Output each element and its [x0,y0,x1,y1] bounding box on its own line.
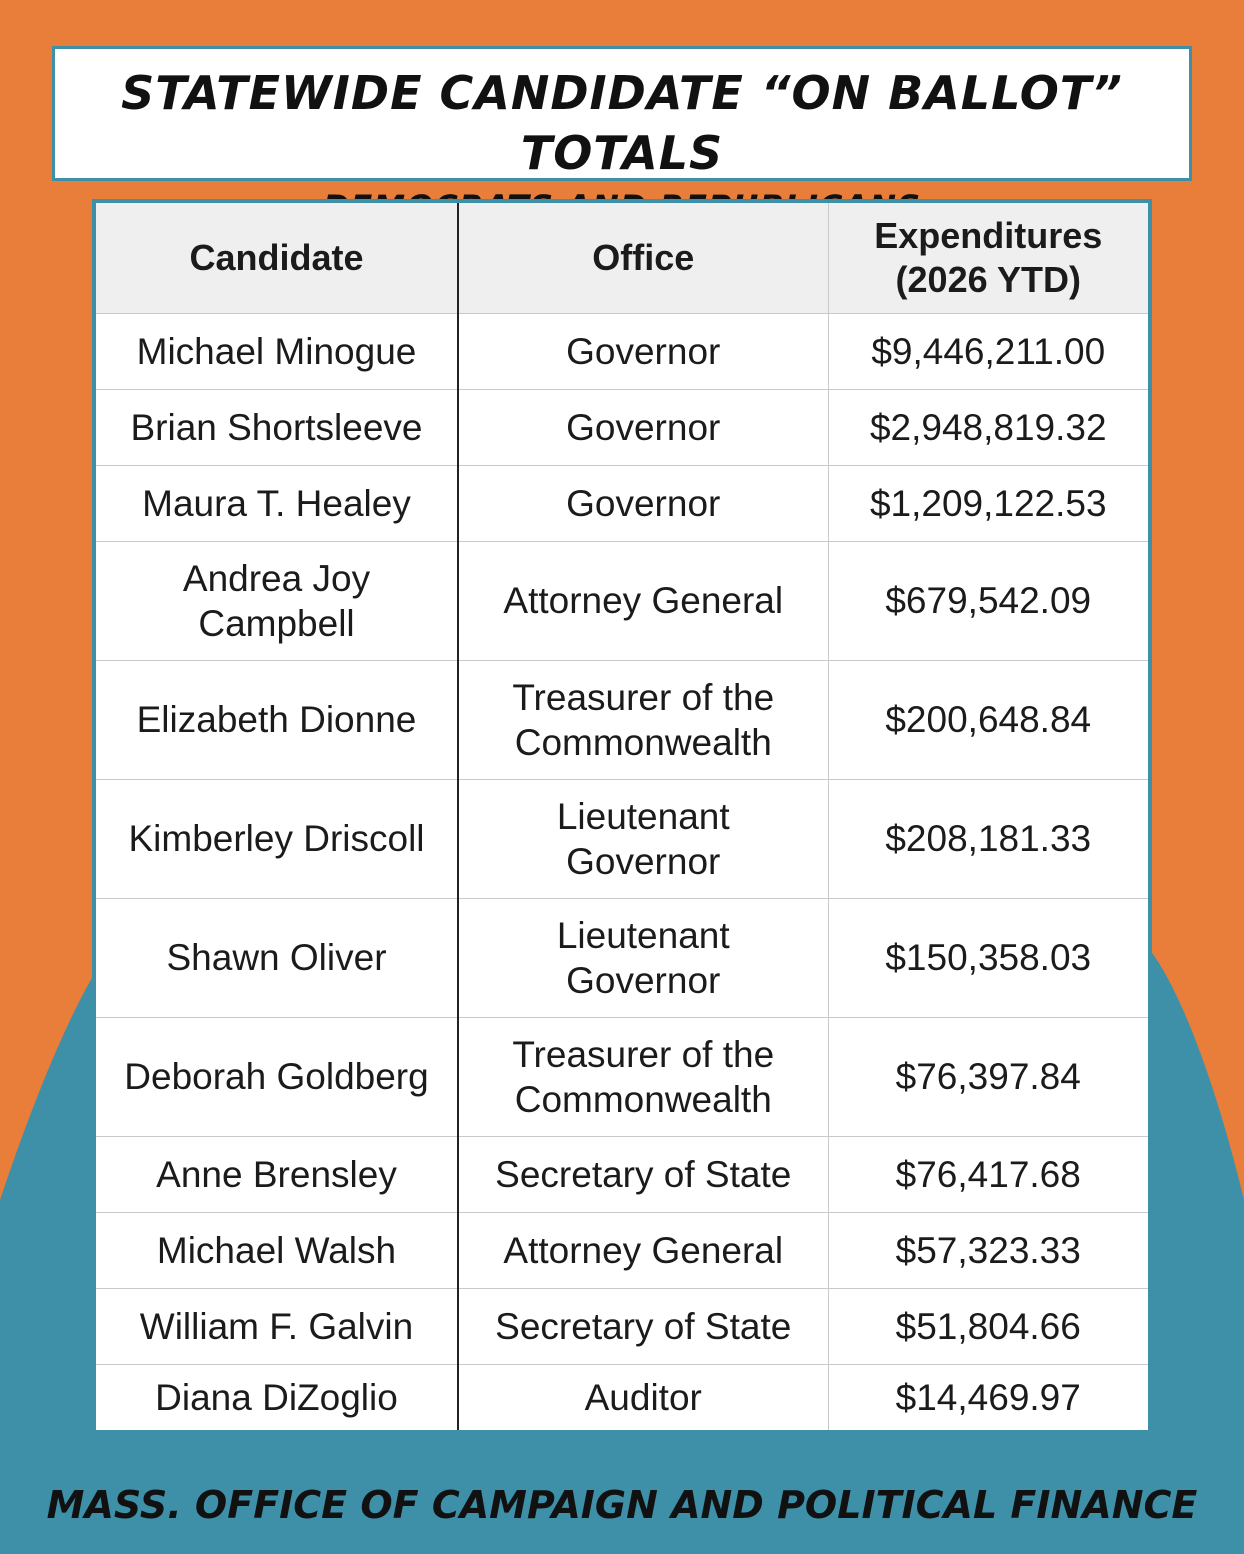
table-row [96,465,1148,541]
table-row [96,541,1148,660]
expenditures-cell: $208,181.33 [828,779,1148,898]
office-cell: Lieutenant Governor [458,779,828,898]
source-footer: MASS. OFFICE OF CAMPAIGN AND POLITICAL FINANCE [46,1483,1198,1527]
header-candidate: Candidate [96,203,458,313]
office-cell: Secretary of State [458,1136,828,1212]
candidate-cell: Michael Minogue [96,313,458,389]
header-expenditures-line1: Expenditures [874,214,1103,256]
office-cell: Attorney General [458,1212,828,1288]
expenditures-cell: $14,469.97 [895,1376,1081,1418]
candidate-cell: Maura T. Healey [96,465,458,541]
expenditures-cell: $2,948,819.32 [828,389,1148,465]
candidate-cell: William F. Galvin [96,1288,458,1364]
table-row [96,1017,1148,1136]
table-row [96,1212,1148,1288]
candidate-cell: Anne Brensley [96,1136,458,1212]
candidate-cell: Michael Walsh [96,1212,458,1288]
office-cell: Governor [458,389,828,465]
expenditures-cell: $76,397.84 [828,1017,1148,1136]
expenditures-cell: $679,542.09 [828,541,1148,660]
expenditures-cell: $57,323.33 [828,1212,1148,1288]
header-expenditures-line2: (2026 YTD) [895,258,1081,300]
candidate-cell: Elizabeth Dionne [96,660,458,779]
candidate-cell: Deborah Goldberg [96,1017,458,1136]
table-header-row [96,203,1148,313]
table-row [96,779,1148,898]
expenditures-cell: $76,417.68 [828,1136,1148,1212]
candidate-cell: Kimberley Driscoll [96,779,458,898]
table-row [96,1364,1148,1430]
expenditures-table [92,199,1152,1430]
header-office: Office [458,203,828,313]
table-row [96,389,1148,465]
table-row [96,898,1148,1017]
candidate-cell: Diana DiZoglio [96,1364,458,1430]
office-cell: Governor [458,313,828,389]
candidate-cell: Andrea Joy Campbell [96,541,458,660]
table-row [96,1136,1148,1212]
table-row [96,1288,1148,1364]
office-cell: Secretary of State [458,1288,828,1364]
office-cell: Treasurer of the Commonwealth [458,1017,828,1136]
page-title: STATEWIDE CANDIDATE “ON BALLOT” TOTALS [121,66,1123,180]
office-cell: Governor [458,465,828,541]
title-box [52,46,1192,181]
expenditures-cell: $1,209,122.53 [828,465,1148,541]
expenditures-cell: $200,648.84 [828,660,1148,779]
expenditures-cell: $150,358.03 [828,898,1148,1017]
header-expenditures [828,203,1148,313]
table-row [96,660,1148,779]
office-cell: Auditor [458,1364,828,1430]
expenditures-cell: $9,446,211.00 [828,313,1148,389]
office-cell: Lieutenant Governor [458,898,828,1017]
candidate-cell: Shawn Oliver [96,898,458,1017]
data-table [96,203,1148,1430]
office-cell: Treasurer of the Commonwealth [458,660,828,779]
expenditures-cell: $51,804.66 [828,1288,1148,1364]
candidate-cell: Brian Shortsleeve [96,389,458,465]
table-row [96,313,1148,389]
office-cell: Attorney General [458,541,828,660]
